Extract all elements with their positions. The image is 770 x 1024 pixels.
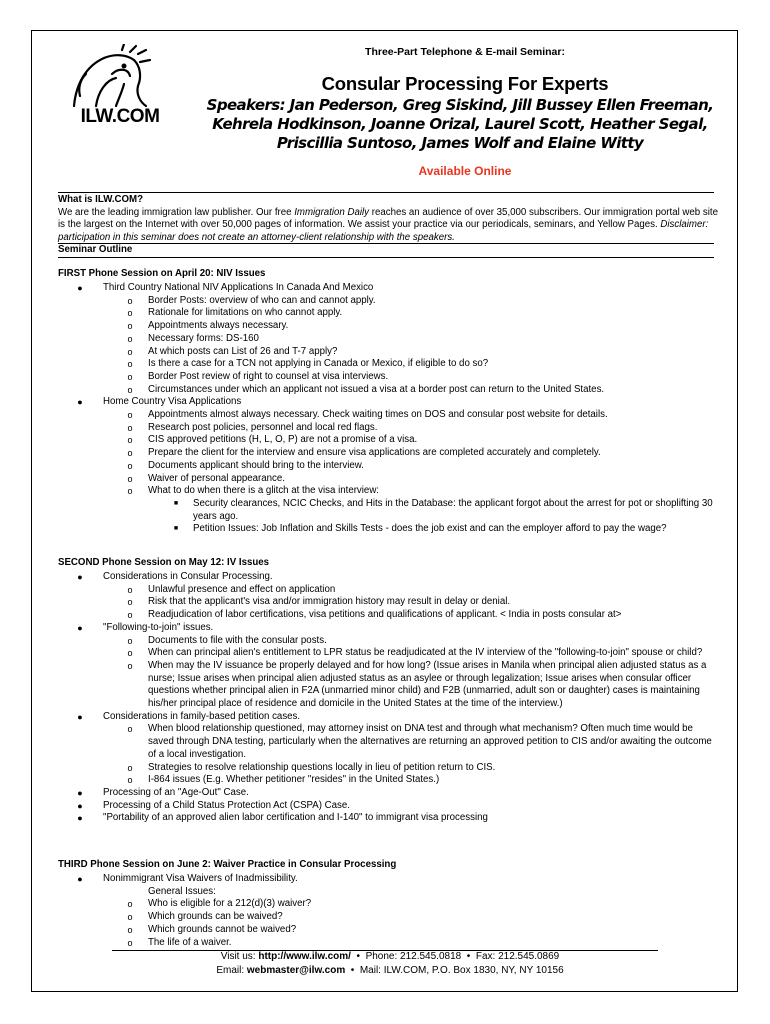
outline-item (58, 358, 718, 371)
divider (58, 243, 714, 244)
circle-bullet-icon: o (127, 584, 133, 595)
page-title: Consular Processing For Experts (321, 73, 609, 94)
bullet-icon: ● (77, 711, 83, 722)
outline-item (58, 320, 718, 333)
outline-heading: Seminar Outline (58, 244, 133, 255)
circle-bullet-icon: o (127, 648, 133, 659)
outline-item-text: Considerations in family-based petition cases. (103, 710, 301, 722)
outline-item (58, 635, 718, 648)
circle-bullet-icon: o (127, 295, 133, 306)
outline-item (58, 787, 718, 800)
outline-item-text: CIS approved petitions (H, L, O, P) are not a promise of a visa. (148, 434, 418, 446)
outline-item (58, 800, 718, 813)
footer-line-2: Email: webmaster@ilw.com • Mail: ILW.COM, P.O. Box 1830, NY, NY 10156 (216, 965, 564, 976)
circle-bullet-icon: o (127, 435, 133, 446)
website-link[interactable]: http://www.ilw.com/ (258, 951, 351, 962)
bullet-icon: ● (77, 283, 83, 293)
about-paragraph (58, 207, 718, 245)
outline-item (58, 473, 718, 486)
outline-item-text: Processing of an "Age-Out" Case. (103, 786, 249, 798)
outline-item (58, 924, 718, 937)
circle-bullet-icon: o (127, 660, 133, 671)
outline-item (58, 711, 718, 724)
circle-bullet-icon: o (127, 924, 133, 935)
outline-item (58, 346, 718, 359)
outline-item-text: Circumstances under which an applicant not issued a visa at a border post can return to the United States. (148, 383, 605, 395)
outline-item-text: Readjudication of labor certifications, visa petitions and qualifications of applicant. < India in posts consular at> (148, 609, 622, 621)
about-heading: What is ILW.COM? (58, 194, 144, 205)
outline-item (58, 498, 718, 523)
square-bullet-icon: ■ (173, 499, 179, 507)
outline-item-text: Waiver of personal appearance. (148, 472, 285, 484)
footer-line-1: Visit us: http://www.ilw.com/ • Phone: 212.545.0818 • Fax: 212.545.0869 (220, 951, 560, 962)
session-heading-first: FIRST Phone Session on April 20: NIV Issues (58, 268, 266, 279)
disclaimer-text: Disclaimer: participation in this seminar does not create an attorney-client relationship with the speakers. (58, 219, 709, 243)
bullet-icon: ● (77, 397, 83, 408)
circle-bullet-icon: o (127, 359, 133, 370)
outline-item (58, 295, 718, 308)
outline-item-text: Appointments almost always necessary. Check waiting times on DOS and consular post website for details. (148, 409, 608, 421)
outline-item-text: At which posts can List of 26 and T-7 apply? (148, 345, 338, 357)
outline-item (58, 333, 718, 346)
session-heading-third: THIRD Phone Session on June 2: Waiver Practice in Consular Processing (58, 859, 397, 870)
about-text-italic: Immigration Daily (294, 206, 370, 218)
outline-item (58, 723, 718, 761)
circle-bullet-icon: o (127, 384, 133, 395)
session-list-third (58, 873, 718, 949)
outline-item (58, 434, 718, 447)
outline-item-text: Considerations in Consular Processing. (103, 571, 273, 582)
outline-item-text: Who is eligible for a 212(d)(3) waiver? (148, 898, 312, 910)
circle-bullet-icon: o (127, 762, 133, 773)
footer (110, 950, 670, 978)
outline-item-text: Border Post review of right to counsel at visa interviews. (148, 370, 389, 382)
circle-bullet-icon: o (127, 724, 133, 735)
outline-item (58, 447, 718, 460)
outline-item (58, 485, 718, 498)
outline-item (58, 307, 718, 320)
circle-bullet-icon: o (127, 448, 133, 459)
bullet-icon: ● (77, 800, 83, 811)
about-section (58, 194, 718, 244)
circle-bullet-icon: o (127, 937, 133, 948)
outline-item-text: I-864 issues (E.g. Whether petitioner "resides" in the United States.) (148, 774, 440, 786)
bullet-icon: ● (77, 874, 83, 884)
outline-item (58, 762, 718, 775)
fax-number: Fax: 212.545.0869 (475, 951, 560, 962)
logo-wordmark: ILW.COM (80, 106, 160, 127)
circle-bullet-icon: o (127, 308, 133, 319)
outline-item (58, 282, 718, 295)
circle-bullet-icon: o (127, 371, 133, 382)
circle-bullet-icon: o (127, 899, 133, 910)
email-label: Email: (216, 965, 247, 976)
outline-item-text: Necessary forms: DS-160 (148, 332, 259, 344)
circle-bullet-icon: o (127, 321, 133, 332)
outline-item (58, 937, 718, 950)
speakers-list: Speakers: Jan Pederson, Greg Siskind, Jill Bussey Ellen Freeman, Kehrela Hodkinson, Joanne Orizal, Laurel Scott, Heather Segal, Priscillia Suntoso, James Wolf and Elaine Witty (206, 96, 714, 152)
outline-item (58, 422, 718, 435)
outline-item (58, 898, 718, 911)
outline-item (58, 523, 718, 536)
outline-item-text: When blood relationship questioned, may attorney insist on DNA test and through what mechanism? Often much time would be saved through DNA testing, particularly when the alternatives are returning an approved petition to CIS and/or awaiting the outcome of a local investigation. (148, 723, 712, 760)
bullet-icon: ● (77, 622, 83, 633)
outline-item-text: Which grounds can be waived? (148, 911, 283, 923)
availability-badge[interactable]: Available Online (418, 164, 512, 178)
outline-item (58, 886, 718, 899)
outline-item-text: "Portability of an approved alien labor certification and I-140" to immigrant visa processing (103, 812, 488, 824)
outline-item-text: When can principal alien's entitlement to LPR status be readjudicated at the IV interview of the "following-to-join" spouse or child? (148, 647, 703, 659)
outline-item (58, 409, 718, 422)
outline-item-text: Unlawful presence and effect on application (148, 583, 336, 595)
phone-number: Phone: 212.545.0818 (365, 951, 462, 962)
outline-item (58, 571, 718, 584)
circle-bullet-icon: o (127, 486, 133, 497)
outline-item (58, 384, 718, 397)
circle-bullet-icon: o (127, 333, 133, 344)
ilw-logo (66, 44, 174, 130)
session-heading-second: SECOND Phone Session on May 12: IV Issues (58, 557, 270, 568)
bullet-icon: ● (77, 572, 83, 582)
visit-label: Visit us: (220, 951, 259, 962)
outline-item-text: "Following-to-join" issues. (103, 621, 214, 633)
outline-item-text: Processing of a Child Status Protection Act (CSPA) Case. (103, 799, 350, 811)
circle-bullet-icon: o (127, 460, 133, 471)
outline-item-text: Strategies to resolve relationship questions locally in lieu of petition return to CIS. (148, 761, 496, 773)
bullet-icon: ● (77, 813, 83, 824)
outline-item (58, 774, 718, 787)
outline-item-text: Is there a case for a TCN not applying in Canada or Mexico, if eligible to do so? (148, 358, 489, 370)
outline-item-text: Security clearances, NCIC Checks, and Hits in the Database: the applicant forgot about the arrest for pot or shoplifting 30 years ago. (193, 497, 713, 522)
outline-item-text: The life of a waiver. (148, 936, 232, 948)
outline-item-text: Which grounds cannot be waived? (148, 923, 297, 935)
outline-item (58, 622, 718, 635)
outline-item-text: What to do when there is a glitch at the visa interview: (148, 485, 380, 497)
circle-bullet-icon: o (127, 912, 133, 923)
circle-bullet-icon: o (127, 422, 133, 433)
outline-item (58, 609, 718, 622)
seminar-subtitle: Three-Part Telephone & E-mail Seminar: (365, 46, 565, 58)
session-list-first (58, 282, 718, 536)
circle-bullet-icon: o (127, 597, 133, 608)
outline-item-text: Border Posts: overview of who can and cannot apply. (148, 294, 376, 306)
bullet-icon: ● (77, 787, 83, 798)
outline-item-text: Petition Issues: Job Inflation and Skills Tests - does the job exist and can the employer afford to pay the wage? (193, 523, 667, 535)
mailing-address: Mail: ILW.COM, P.O. Box 1830, NY, NY 10156 (359, 965, 564, 976)
square-bullet-icon: ■ (173, 525, 179, 533)
outline-item (58, 647, 718, 660)
outline-item (58, 596, 718, 609)
email-link[interactable]: webmaster@ilw.com (246, 965, 346, 976)
outline-item (58, 660, 718, 711)
about-text-1: We are the leading immigration law publisher. Our free (58, 206, 295, 218)
outline-item-text: Third Country National NIV Applications In Canada And Mexico (103, 282, 374, 293)
outline-item-text: Documents to file with the consular posts. (148, 634, 327, 646)
outline-item-text: Appointments always necessary. (148, 320, 289, 332)
outline-item-text: Documents applicant should bring to the interview. (148, 459, 364, 471)
outline-item (58, 873, 718, 886)
outline-item (58, 396, 718, 409)
outline-item-text: Prepare the client for the interview and ensure visa applications are completed accurately and completely. (148, 447, 601, 459)
circle-bullet-icon: o (127, 610, 133, 621)
circle-bullet-icon: o (127, 410, 133, 421)
outline-item-text: Rationale for limitations on who cannot apply. (148, 307, 343, 319)
outline-item-text: Risk that the applicant's visa and/or immigration history may result in delay or denial. (148, 596, 511, 608)
outline-item-text: When may the IV issuance be properly delayed and for how long? (Issue arises in Manila when principal alien adjusted status as a nurse; Issue arises when principal alien adjusted status as an asylee or through legalization; Issue arises when consular officer questions whether principal alien in F2A (unmarried minor child) and F2B (unmarried, adult son or daughter) cases is maintaining his/her principal place of residence and domicile in the United States at the time of the interview.) (148, 659, 707, 710)
circle-bullet-icon: o (127, 775, 133, 786)
outline-item (58, 911, 718, 924)
circle-bullet-icon: o (127, 473, 133, 484)
outline-item (58, 812, 718, 825)
outline-item-text: Research post policies, personnel and local red flags. (148, 421, 378, 433)
about-text-2: reaches an audience of over 35,000 subscribers. Our immigration portal web site is the largest on the Internet with over 50,000 pages of information. We assist your practice via our periodicals, seminars, and Yellow Pages. (58, 206, 718, 230)
logo-figure-icon (66, 44, 174, 110)
outline-item (58, 371, 718, 384)
divider (58, 192, 714, 193)
circle-bullet-icon: o (127, 635, 133, 646)
session-list-second (58, 571, 718, 825)
outline-item (58, 460, 718, 473)
outline-item-text: General Issues: (148, 885, 216, 897)
outline-item (58, 584, 718, 597)
outline-item-text: Nonimmigrant Visa Waivers of Inadmissibility. (103, 873, 298, 884)
circle-bullet-icon: o (127, 346, 133, 357)
divider (58, 257, 714, 258)
outline-item-text: Home Country Visa Applications (103, 396, 242, 408)
